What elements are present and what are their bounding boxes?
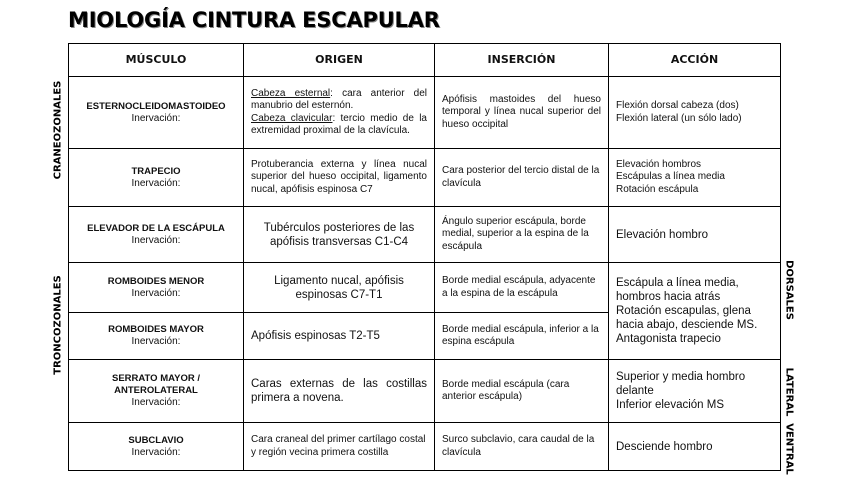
muscle-cell — [69, 360, 244, 423]
muscle-cell — [69, 313, 244, 360]
page-title: MIOLOGÍA CINTURA ESCAPULAR — [68, 8, 440, 32]
muscle-name: SUBCLAVIO — [128, 434, 184, 446]
muscle-cell — [69, 149, 244, 207]
header-origen: ORIGEN — [244, 44, 435, 77]
muscle-name: SERRATO MAYOR / ANTEROLATERAL — [112, 373, 200, 396]
muscle-cell — [69, 207, 244, 263]
action-cell — [609, 77, 781, 149]
origin-cell: Apófisis espinosas T2-T5 — [244, 313, 435, 360]
origin-text-esternal: : cara anterior del manubrio del esternón. — [251, 87, 427, 111]
header-insercion: INSERCIÓN — [435, 44, 609, 77]
ventral-label: VENTRAL — [783, 423, 795, 475]
action-cell — [609, 360, 781, 423]
insertion-cell: Ángulo superior escápula, borde medial, superior a la espina de la escápula — [435, 207, 609, 263]
origin-cell: Tubérculos posteriores de las apófisis transversas C1-C4 — [244, 207, 435, 263]
muscle-cell — [69, 263, 244, 313]
lateral-label: LATERAL — [783, 367, 795, 417]
insertion-cell: Apófisis mastoides del hueso temporal y línea nucal superior del hueso occipital — [435, 77, 609, 149]
action-cell — [609, 423, 781, 471]
dorsales-label: DORSALES — [783, 260, 795, 320]
muscle-table — [68, 43, 781, 471]
innervation-label: Inervación: — [131, 177, 181, 189]
action-line: Antagonista trapecio — [616, 333, 721, 345]
origin-label-clavicular: Cabeza clavicular — [251, 112, 333, 124]
muscle-name: TRAPECIO — [131, 165, 181, 177]
craneozonales-label: CRANEOZONALES — [52, 80, 64, 180]
insertion-cell: Borde medial escápula (cara anterior escápula) — [435, 360, 609, 423]
innervation-label: Inervación: — [131, 234, 181, 246]
origin-cell: Cara craneal del primer cartílago costal y región vecina primera costilla — [244, 423, 435, 471]
origin-label-esternal: Cabeza esternal — [251, 87, 331, 99]
action-line: Elevación hombros — [616, 158, 702, 170]
table-row — [69, 423, 781, 471]
insertion-cell: Cara posterior del tercio distal de la clavícula — [435, 149, 609, 207]
origin-text-clavicular: : tercio medio de la extremidad proximal de la clavícula. — [251, 112, 427, 136]
header-row — [69, 44, 781, 77]
action-line: Superior y media hombro delante — [616, 371, 746, 397]
muscle-name: ESTERNOCLEIDOMASTOIDEO — [86, 100, 226, 112]
action-cell — [609, 263, 781, 360]
header-musculo: MÚSCULO — [69, 44, 244, 77]
action-line: Escápula a línea media, — [616, 277, 739, 289]
action-line: Rotación escápula — [616, 183, 699, 195]
table-row — [69, 360, 781, 423]
action-cell — [609, 207, 781, 263]
table-row — [69, 207, 781, 263]
innervation-label: Inervación: — [131, 397, 181, 408]
muscle-name: ROMBOIDES MENOR — [107, 275, 205, 287]
innervation-label: Inervación: — [131, 446, 181, 458]
muscle-name: ROMBOIDES MAYOR — [108, 324, 204, 335]
troncozonales-label: TRONCOZONALES — [52, 275, 64, 375]
table-row — [69, 149, 781, 207]
muscle-cell — [69, 77, 244, 149]
origin-cell: Caras externas de las costillas primera a novena. — [244, 360, 435, 423]
origin-cell: Protuberancia externa y línea nucal superior del hueso occipital, ligamento nucal, apófisis espinosa C7 — [244, 149, 435, 207]
muscle-cell — [69, 423, 244, 471]
action-line: hombros hacia atrás — [616, 291, 721, 303]
action-line: Elevación hombro — [616, 228, 709, 241]
insertion-cell: Surco subclavio, cara caudal de la clavícula — [435, 423, 609, 471]
table-row — [69, 263, 781, 313]
action-line: Desciende hombro — [616, 440, 713, 453]
action-line: Flexión lateral (un sólo lado) — [616, 112, 742, 124]
origin-cell — [244, 77, 435, 149]
innervation-label: Inervación: — [131, 336, 181, 347]
table-row — [69, 77, 781, 149]
innervation-label: Inervación: — [131, 112, 181, 124]
action-line: Escápulas a línea media — [616, 171, 725, 183]
action-line: Rotación escapulas, glena hacia abajo, desciende MS. — [616, 305, 758, 331]
action-line: Inferior elevación MS — [616, 399, 725, 411]
innervation-label: Inervación: — [131, 287, 181, 299]
action-line: Flexión dorsal cabeza (dos) — [616, 100, 739, 111]
insertion-cell: Borde medial escápula, inferior a la espina escápula — [435, 313, 609, 360]
header-accion: ACCIÓN — [609, 44, 781, 77]
insertion-cell: Borde medial escápula, adyacente a la espina de la escápula — [435, 263, 609, 313]
muscle-name: ELEVADOR DE LA ESCÁPULA — [87, 222, 225, 234]
action-cell — [609, 149, 781, 207]
origin-cell: Ligamento nucal, apófisis espinosas C7-T1 — [244, 263, 435, 313]
